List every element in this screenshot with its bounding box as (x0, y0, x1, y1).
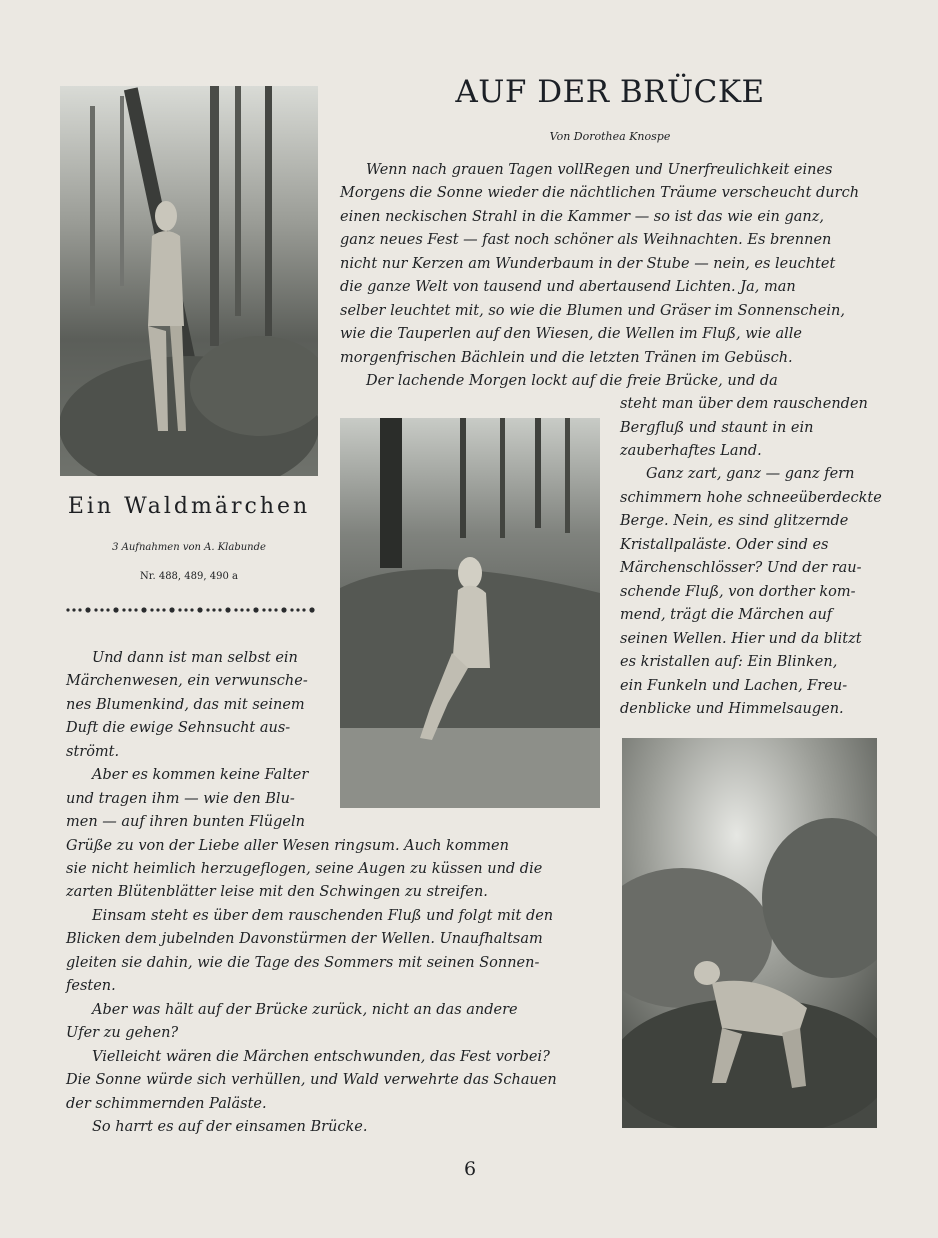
photo-girl-in-undergrowth (622, 738, 877, 1128)
text-line: So harrt es auf der einsamen Brücke. (92, 1119, 368, 1135)
text-line: morgenfrischen Bächlein und die letzten Tränen im Gebüsch. (340, 350, 793, 366)
text-line: Morgens die Sonne wieder die nächtlichen Träume verscheucht durch (340, 185, 860, 201)
text-line: es kristallen auf: Ein Blinken, (620, 654, 838, 670)
text-line: die ganze Welt von tausend und abertausend Lichten. Ja, man (340, 279, 796, 295)
caption-credit: 3 Aufnahmen von A. Klabunde (112, 542, 266, 553)
text-line: Duft die ewige Sehnsucht aus- (66, 720, 291, 736)
text-line: men — auf ihren bunten Flügeln (66, 814, 305, 830)
text-line: Ganz zart, ganz — ganz fern (646, 466, 855, 482)
ornamental-divider (64, 602, 318, 618)
text-line: selber leuchtet mit, so wie die Blumen und Gräser im Sonnenschein, (340, 303, 846, 319)
text-line: wie die Tauperlen auf den Wiesen, die Wellen im Fluß, wie alle (340, 326, 802, 342)
caption-title: Ein Waldmärchen (67, 494, 311, 519)
text-line: strömt. (66, 744, 120, 760)
text-line: gleiten sie dahin, wie die Tage des Sommers mit seinen Sonnen- (66, 955, 540, 971)
text-line: schimmern hohe schneeüberdeckte (620, 490, 882, 506)
text-line: einen neckischen Strahl in die Kammer — so ist das wie ein ganz, (340, 209, 824, 225)
text-line: Wenn nach grauen Tagen vollRegen und Unerfreulichkeit eines (366, 162, 833, 178)
text-line: denblicke und Himmelsaugen. (620, 701, 844, 717)
article-title: AUF DER BRÜCKE (455, 74, 765, 110)
text-line: Vielleicht wären die Märchen entschwunden, das Fest vorbei? (92, 1049, 550, 1065)
text-line: steht man über dem rauschenden (620, 396, 868, 412)
text-line: Aber was hält auf der Brücke zurück, nicht an das andere (92, 1002, 518, 1018)
text-line: der schimmernden Paläste. (66, 1096, 267, 1112)
text-line: Ufer zu gehen? (66, 1025, 179, 1041)
text-line: ein Funkeln und Lachen, Freu- (620, 678, 848, 694)
text-line: sie nicht heimlich herzugeflogen, seine Augen zu küssen und die (66, 861, 543, 877)
text-line: ganz neues Fest — fast noch schöner als Weihnachten. Es brennen (340, 232, 832, 248)
text-line: Einsam steht es über dem rauschenden Fluß und folgt mit den (92, 908, 554, 924)
article-author: Von Dorothea Knospe (549, 130, 671, 143)
text-line: zauberhaftes Land. (620, 443, 762, 459)
photo-girl-in-forest (60, 86, 318, 476)
text-line: Blicken dem jubelnden Davonstürmen der Wellen. Unaufhaltsam (66, 931, 543, 947)
text-line: Und dann ist man selbst ein (92, 650, 298, 666)
caption-numbers: Nr. 488, 489, 490 a (140, 571, 238, 582)
text-line: nicht nur Kerzen am Wunderbaum in der Stube — nein, es leuchtet (340, 256, 836, 272)
text-line: festen. (66, 978, 116, 994)
text-line: Aber es kommen keine Falter (92, 767, 309, 783)
text-line: und tragen ihm — wie den Blu- (66, 791, 295, 807)
text-line: Märchenschlösser? Und der rau- (620, 560, 862, 576)
text-line: Märchenwesen, ein verwunsche- (66, 673, 308, 689)
text-line: Kristallpaläste. Oder sind es (620, 537, 829, 553)
photo-girl-by-stream (340, 418, 600, 808)
page-number: 6 (463, 1158, 477, 1180)
text-line: seinen Wellen. Hier und da blitzt (620, 631, 862, 647)
text-line: mend, trägt die Märchen auf (620, 607, 833, 623)
text-line: schende Fluß, von dorther kom- (620, 584, 856, 600)
text-line: Grüße zu von der Liebe aller Wesen ringsum. Auch kommen (66, 838, 509, 854)
text-line: Bergfluß und staunt in ein (620, 420, 814, 436)
text-line: Berge. Nein, es sind glitzernde (620, 513, 849, 529)
text-line: zarten Blütenblätter leise mit den Schwingen zu streifen. (66, 884, 488, 900)
text-line: Die Sonne würde sich verhüllen, und Wald verwehrte das Schauen (66, 1072, 557, 1088)
text-line: Der lachende Morgen lockt auf die freie Brücke, und da (366, 373, 778, 389)
text-line: nes Blumenkind, das mit seinem (66, 697, 305, 713)
